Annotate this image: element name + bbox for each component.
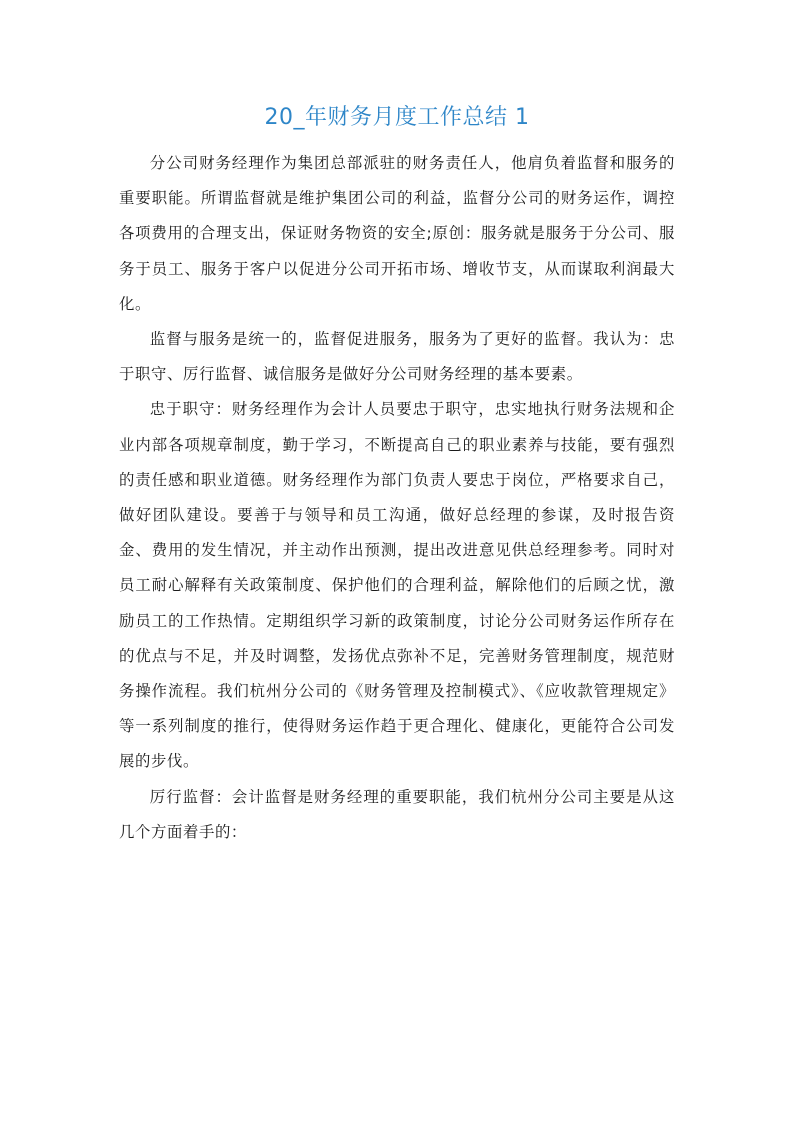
paragraph-2: 监督与服务是统一的，监督促进服务，服务为了更好的监督。我认为：忠于职守、厉行监督、诚信服务是做好分公司财务经理的基本要素。 xyxy=(119,330,675,384)
document-body xyxy=(119,146,675,850)
document-title: 20_年财务月度工作总结 1 xyxy=(264,105,530,130)
paragraph-3: 忠于职守：财务经理作为会计人员要忠于职守，忠实地执行财务法规和企业内部各项规章制度，勤于学习，不断提高自己的职业素养与技能，要有强烈的责任感和职业道德。财务经理作为部门负责人要忠于岗位，严格要求自己，做好团队建设。要善于与领导和员工沟通，做好总经理的参谋，及时报告资金、费用的发生情况，并主动作出预测，提出改进意见供总经理参考。同时对员工耐心解释有关政策制度、保护他们的合理利益，解除他们的后顾之忧，激励员工的工作热情。定期组织学习新的政策制度，讨论分公司财务运作所存在的优点与不足，并及时调整，发扬优点弥补不足，完善财务管理制度，规范财务操作流程。我们杭州分公司的《财务管理及控制模式》、《应收款管理规定》等一系列制度的推行，使得财务运作趋于更合理化、健康化，更能符合公司发展的步伐。 xyxy=(119,400,675,771)
paragraph-1: 分公司财务经理作为集团总部派驻的财务责任人，他肩负着监督和服务的重要职能。所谓监督就是维护集团公司的利益，监督分公司的财务运作，调控各项费用的合理支出，保证财务物资的安全;原创：服务就是服务于分公司、服务于员工、服务于客户以促进分公司开拓市场、增收节支，从而谋取利润最大化。 xyxy=(119,154,675,313)
paragraph-4: 厉行监督：会计监督是财务经理的重要职能，我们杭州分公司主要是从这几个方面着手的： xyxy=(119,787,675,841)
